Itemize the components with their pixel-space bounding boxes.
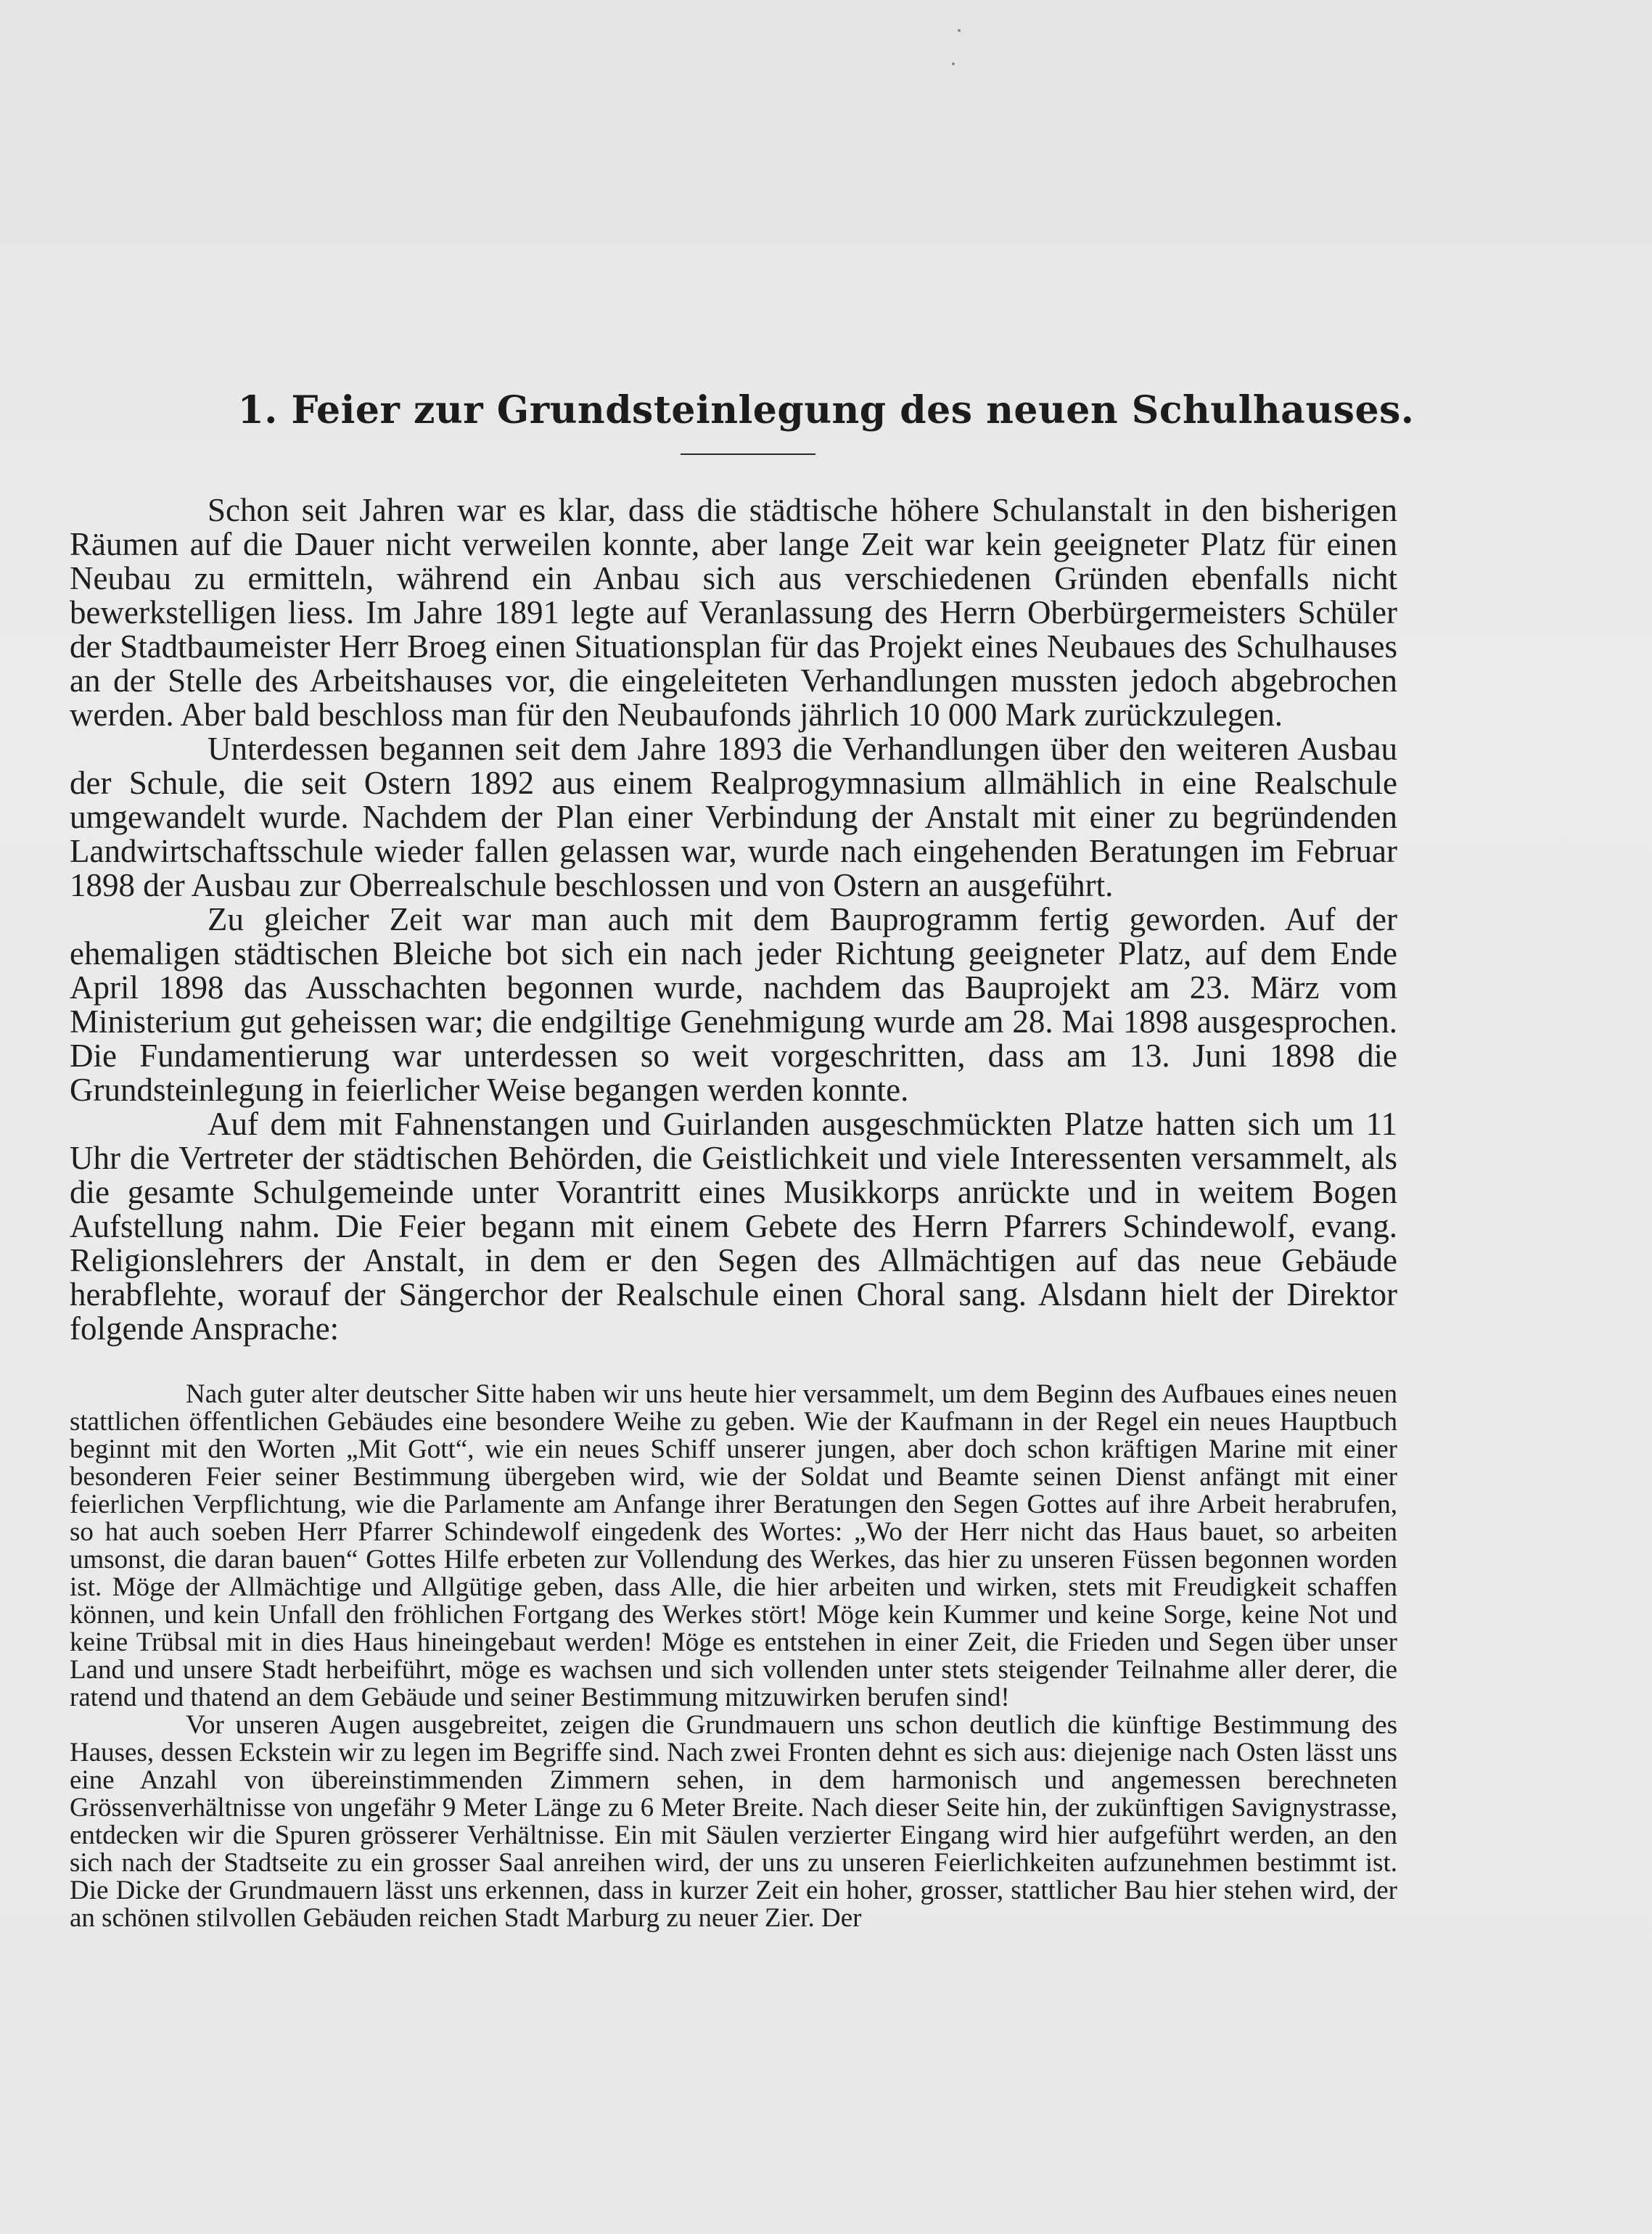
speech-paragraph: Vor unseren Augen ausgebreitet, zeigen die Grundmauern uns schon deutlich die künftige Bestimmung des Hauses, dessen Eckstein wir zu legen im Begriffe sind. Nach zwei Fronten dehnt es sich aus: diejenige nach Osten lässt uns eine Anzahl von übereinstimmenden Zimmern sehen, in dem harmonisch und angemessen berechneten Grössenverhältnisse von ungefähr 9 Meter Länge zu 6 Meter Breite. Nach dieser Seite hin, der zukünftigen Savignystrasse, entdecken wir die Spuren grösserer Verhältnisse. Ein mit Säulen verzierter Eingang wird hier aufgeführt werden, an den sich nach der Stadtseite zu ein grosser Saal anreihen wird, der uns zu unseren Feierlichkeiten aufzunehmen bestimmt ist. Die Dicke der Grundmauern lässt uns erkennen, dass in kurzer Zeit ein hoher, grosser, stattlicher Bau hier stehen wird, der an schönen stilvollen Gebäuden reichen Stadt Marburg zu neuer Zier. Der: [70, 1710, 1397, 1933]
paragraph: Zu gleicher Zeit war man auch mit dem Bauprogramm fertig geworden. Auf der ehemaligen städtischen Bleiche bot sich ein nach jeder Richtung geeigneter Platz, auf dem Ende April 1898 das Ausschachten begonnen wurde, nachdem das Bauprojekt am 23. März vom Ministerium gut geheissen war; die endgiltige Genehmigung wurde am 28. Mai 1898 ausgesprochen. Die Fundamentierung war unterdessen so weit vorgeschritten, dass am 13. Juni 1898 die Grundsteinlegung in feierlicher Weise begangen werden konnte.: [70, 901, 1397, 1108]
speech-section: [70, 1381, 1397, 1932]
title-divider: [681, 453, 815, 455]
speech-paragraph: Nach guter alter deutscher Sitte haben wir uns heute hier versammelt, um dem Beginn des Aufbaues eines neuen stattlichen öffentlichen Gebäudes eine besondere Weihe zu geben. Wie der Kaufmann in der Regel ein neues Hauptbuch beginnt mit den Worten „Mit Gott“, wie ein neues Schiff unserer jungen, aber doch schon kräftigen Marine mit einer besonderen Feier seiner Bestimmung übergeben wird, wie der Soldat und Beamte seinen Dienst anfängt mit einer feierlichen Verpflichtung, wie die Parlamente am Anfange ihrer Beratungen den Segen Gottes auf ihre Arbeit herabrufen, so hat auch soeben Herr Pfarrer Schindewolf eingedenk des Wortes: „Wo der Herr nicht das Haus bauet, so arbeiten umsonst, die daran bauen“ Gottes Hilfe erbeten zur Vollendung des Werkes, das hier zu unseren Füssen begonnen worden ist. Möge der Allmächtige und Allgütige geben, dass Alle, die hier arbeiten und wirken, stets mit Freudigkeit schaffen können, und kein Unfall den fröhlichen Fortgang des Werkes stört! Möge kein Kummer und keine Sorge, keine Not und keine Trübsal mit in dies Haus hineingebaut werden! Möge es entstehen in einer Zeit, die Frieden und Segen über unser Land und unsere Stadt herbeiführt, möge es wachsen und sich vollenden unter stets steigender Teilnahme aller derer, die ratend und thatend an dem Gebäude und seiner Bestimmung mitzuwirken berufen sind!: [70, 1379, 1397, 1712]
paragraph: Unterdessen begannen seit dem Jahre 1893 die Verhandlungen über den weiteren Ausbau der Schule, die seit Ostern 1892 aus einem Realprogymnasium allmählich in eine Realschule umgewandelt wurde. Nachdem der Plan einer Verbindung der Anstalt mit einer zu begründenden Landwirtschaftsschule wieder fallen gelassen war, wurde nach eingehenden Beratungen im Februar 1898 der Ausbau zur Oberrealschule beschlossen und von Ostern an ausgeführt.: [70, 731, 1397, 903]
paragraph: Auf dem mit Fahnenstangen und Guirlanden ausgeschmückten Platze hatten sich um 11 Uhr die Vertreter der städtischen Behörden, die Geistlichkeit und viele Interessenten versammelt, als die gesamte Schulgemeinde unter Vorantritt eines Musikkorps anrückte und in weitem Bogen Aufstellung nahm. Die Feier begann mit einem Gebete des Herrn Pfarrers Schindewolf, evang. Religionslehrers der Anstalt, in dem er den Segen des Allmächtigen auf das neue Gebäude herabflehte, worauf der Sängerchor der Realschule einen Choral sang. Alsdann hielt der Direktor folgende Ansprache:: [70, 1106, 1397, 1347]
narrative-section: [70, 493, 1397, 1346]
chapter-title: 1. Feier zur Grundsteinlegung des neuen Schulhauses.: [237, 387, 1415, 432]
paper-speck: [952, 62, 955, 65]
body-text: [70, 493, 1397, 1932]
paper-speck: [958, 29, 961, 32]
paragraph: Schon seit Jahren war es klar, dass die städtische höhere Schulanstalt in den bisherigen Räumen auf die Dauer nicht verweilen konnte, aber lange Zeit war kein geeigneter Platz für einen Neubau zu ermitteln, während ein Anbau sich aus verschiedenen Gründen ebenfalls nicht bewerkstelligen liess. Im Jahre 1891 legte auf Veranlassung des Herrn Oberbürgermeisters Schüler der Stadtbaumeister Herr Broeg einen Situationsplan für das Projekt eines Neubaues des Schulhauses an der Stelle des Arbeitshauses vor, die eingeleiteten Verhandlungen mussten jedoch abgebrochen werden. Aber bald beschloss man für den Neubaufonds jährlich 10 000 Mark zurückzulegen.: [70, 492, 1397, 733]
